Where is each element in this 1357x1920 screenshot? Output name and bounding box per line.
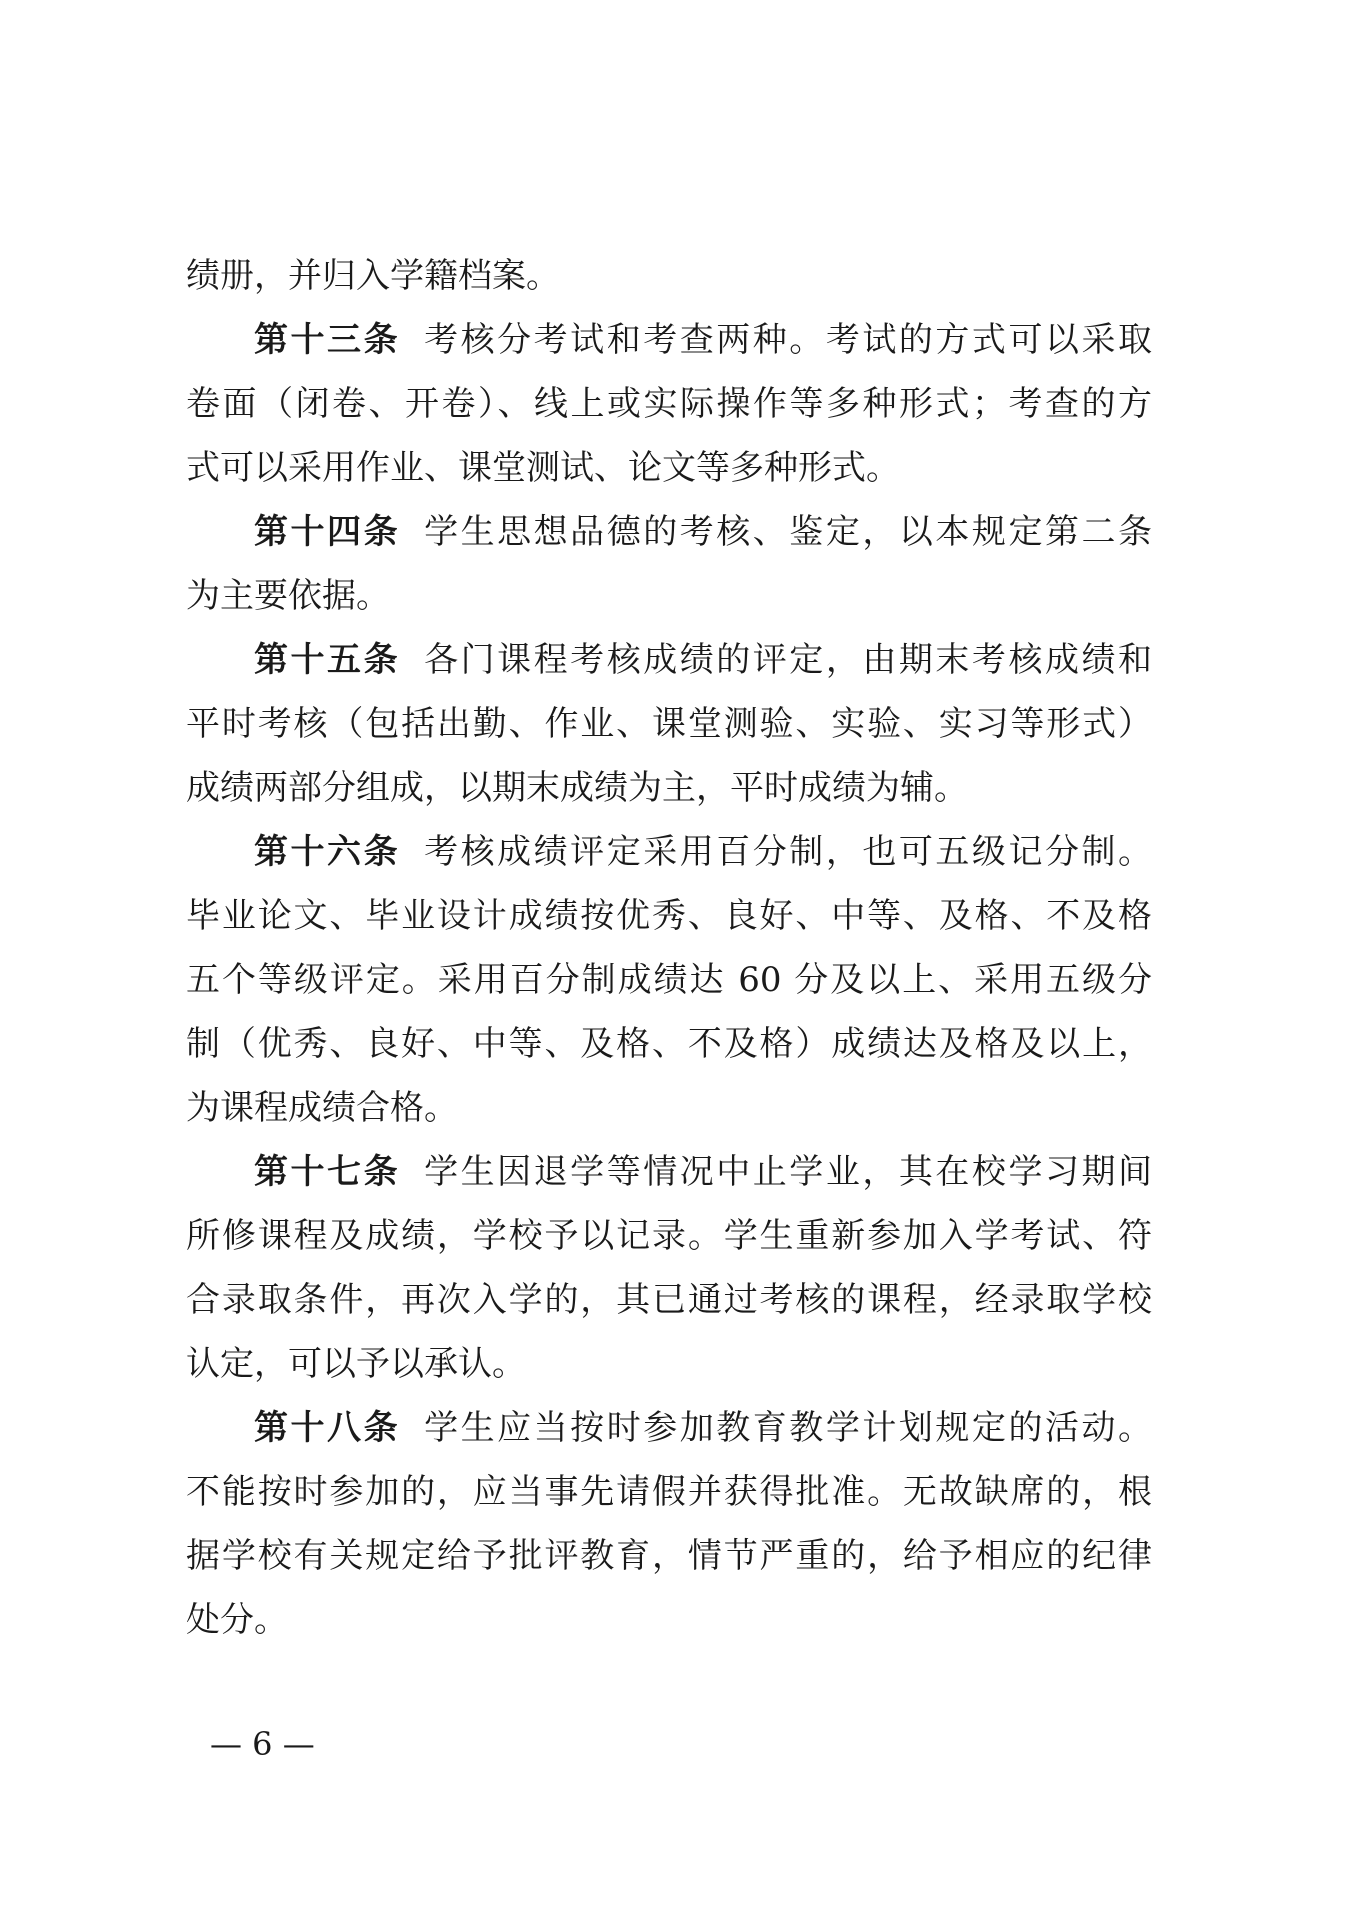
article-16-first-line [254,820,1152,884]
article-17-first-line [254,1140,1152,1204]
line-text: 学生思想品德的考核、鉴定，以本规定第二条 [424,512,1153,552]
text-line [186,564,1152,628]
article-17-heading: 第十七条 [254,1152,401,1192]
line-text: 毕业论文、毕业设计成绩按优秀、良好、中等、及格、不及格 [186,896,1152,936]
article-18-heading: 第十八条 [254,1408,401,1448]
line-text: 成绩两部分组成，以期末成绩为主，平时成绩为辅。 [186,768,968,808]
line-text: 据学校有关规定给予批评教育，情节严重的，给予相应的纪律 [186,1536,1152,1576]
line-text: 绩册，并归入学籍档案。 [186,256,560,296]
article-14-heading: 第十四条 [254,512,401,552]
text-line [186,1012,1152,1076]
text-line [186,1332,1152,1396]
line-text: 所修课程及成绩，学校予以记录。学生重新参加入学考试、符 [186,1216,1152,1256]
text-line [186,436,1152,500]
article-14-first-line [254,500,1152,564]
text-line [186,756,1152,820]
line-text: 制（优秀、良好、中等、及格、不及格）成绩达及格及以上， [186,1024,1152,1064]
line-text: 卷面（闭卷、开卷）、线上或实际操作等多种形式；考查的方 [186,384,1152,424]
page-number: — 6 — [210,1725,315,1763]
article-15-first-line [254,628,1152,692]
article-18-first-line [254,1396,1152,1460]
text-line [186,1204,1152,1268]
line-text: 五个等级评定。采用百分制成绩达 60 分及以上、采用五级分 [186,960,1152,1000]
text-line [186,372,1152,436]
line-text: 考核成绩评定采用百分制，也可五级记分制。 [424,832,1153,872]
text-line [186,1460,1152,1524]
line-text: 为课程成绩合格。 [186,1088,458,1128]
line-text: 学生因退学等情况中止学业，其在校学习期间 [424,1152,1153,1192]
text-line [186,884,1152,948]
line-text: 学生应当按时参加教育教学计划规定的活动。 [424,1408,1153,1448]
article-16-heading: 第十六条 [254,832,401,872]
line-text: 合录取条件，再次入学的，其已通过考核的课程，经录取学校 [186,1280,1152,1320]
text-line [186,1588,1152,1652]
article-13-heading: 第十三条 [254,320,401,360]
line-text: 认定，可以予以承认。 [186,1344,526,1384]
article-15-heading: 第十五条 [254,640,401,680]
text-line [186,948,1152,1012]
line-text: 为主要依据。 [186,576,390,616]
text-line [186,1524,1152,1588]
line-text: 各门课程考核成绩的评定，由期末考核成绩和 [424,640,1153,680]
line-text: 处分。 [186,1600,288,1640]
line-text: 考核分考试和考查两种。考试的方式可以采取 [424,320,1153,360]
article-13-first-line [254,308,1152,372]
text-line [186,244,1152,308]
text-line [186,1076,1152,1140]
line-text: 平时考核（包括出勤、作业、课堂测验、实验、实习等形式） [186,704,1152,744]
text-line [186,1268,1152,1332]
text-line [186,692,1152,756]
line-text: 不能按时参加的，应当事先请假并获得批准。无故缺席的，根 [186,1472,1152,1512]
line-text: 式可以采用作业、课堂测试、论文等多种形式。 [186,448,900,488]
